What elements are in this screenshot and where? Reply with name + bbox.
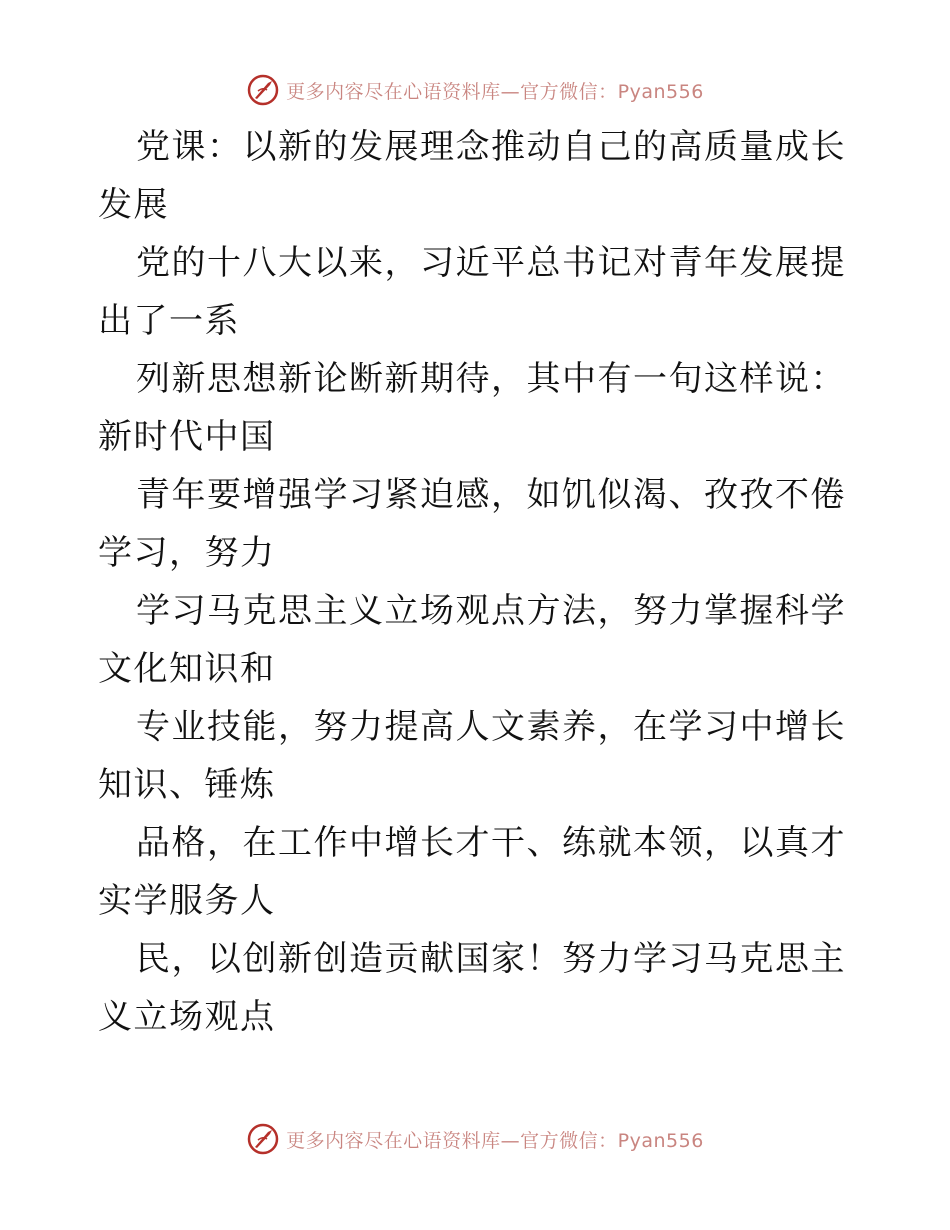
watermark-text: 更多内容尽在心语资料库—官方微信：Pyan556 (286, 80, 704, 103)
paragraph: 青年要增强学习紧迫感，如饥似渴、孜孜不倦学习，努力 (98, 475, 846, 573)
quill-logo-icon (246, 73, 280, 107)
paragraph: 专业技能，努力提高人文素养，在学习中增长知识、锤炼 (98, 707, 846, 805)
header-watermark (0, 70, 950, 110)
paragraph: 品格，在工作中增长才干、练就本领，以真才实学服务人 (98, 823, 846, 921)
watermark-text: 更多内容尽在心语资料库—官方微信：Pyan556 (286, 1129, 704, 1152)
paragraph-title: 党课：以新的发展理念推动自己的高质量成长发展 (98, 127, 846, 225)
document-body (98, 118, 858, 1046)
footer-watermark (0, 1119, 950, 1159)
paragraph: 民，以创新创造贡献国家！努力学习马克思主义立场观点 (98, 939, 846, 1037)
paragraph: 学习马克思主义立场观点方法，努力掌握科学文化知识和 (98, 591, 846, 689)
paragraph: 党的十八大以来，习近平总书记对青年发展提出了一系 (98, 243, 846, 341)
paragraph: 列新思想新论断新期待，其中有一句这样说：新时代中国 (98, 359, 846, 457)
quill-logo-icon (246, 1122, 280, 1156)
